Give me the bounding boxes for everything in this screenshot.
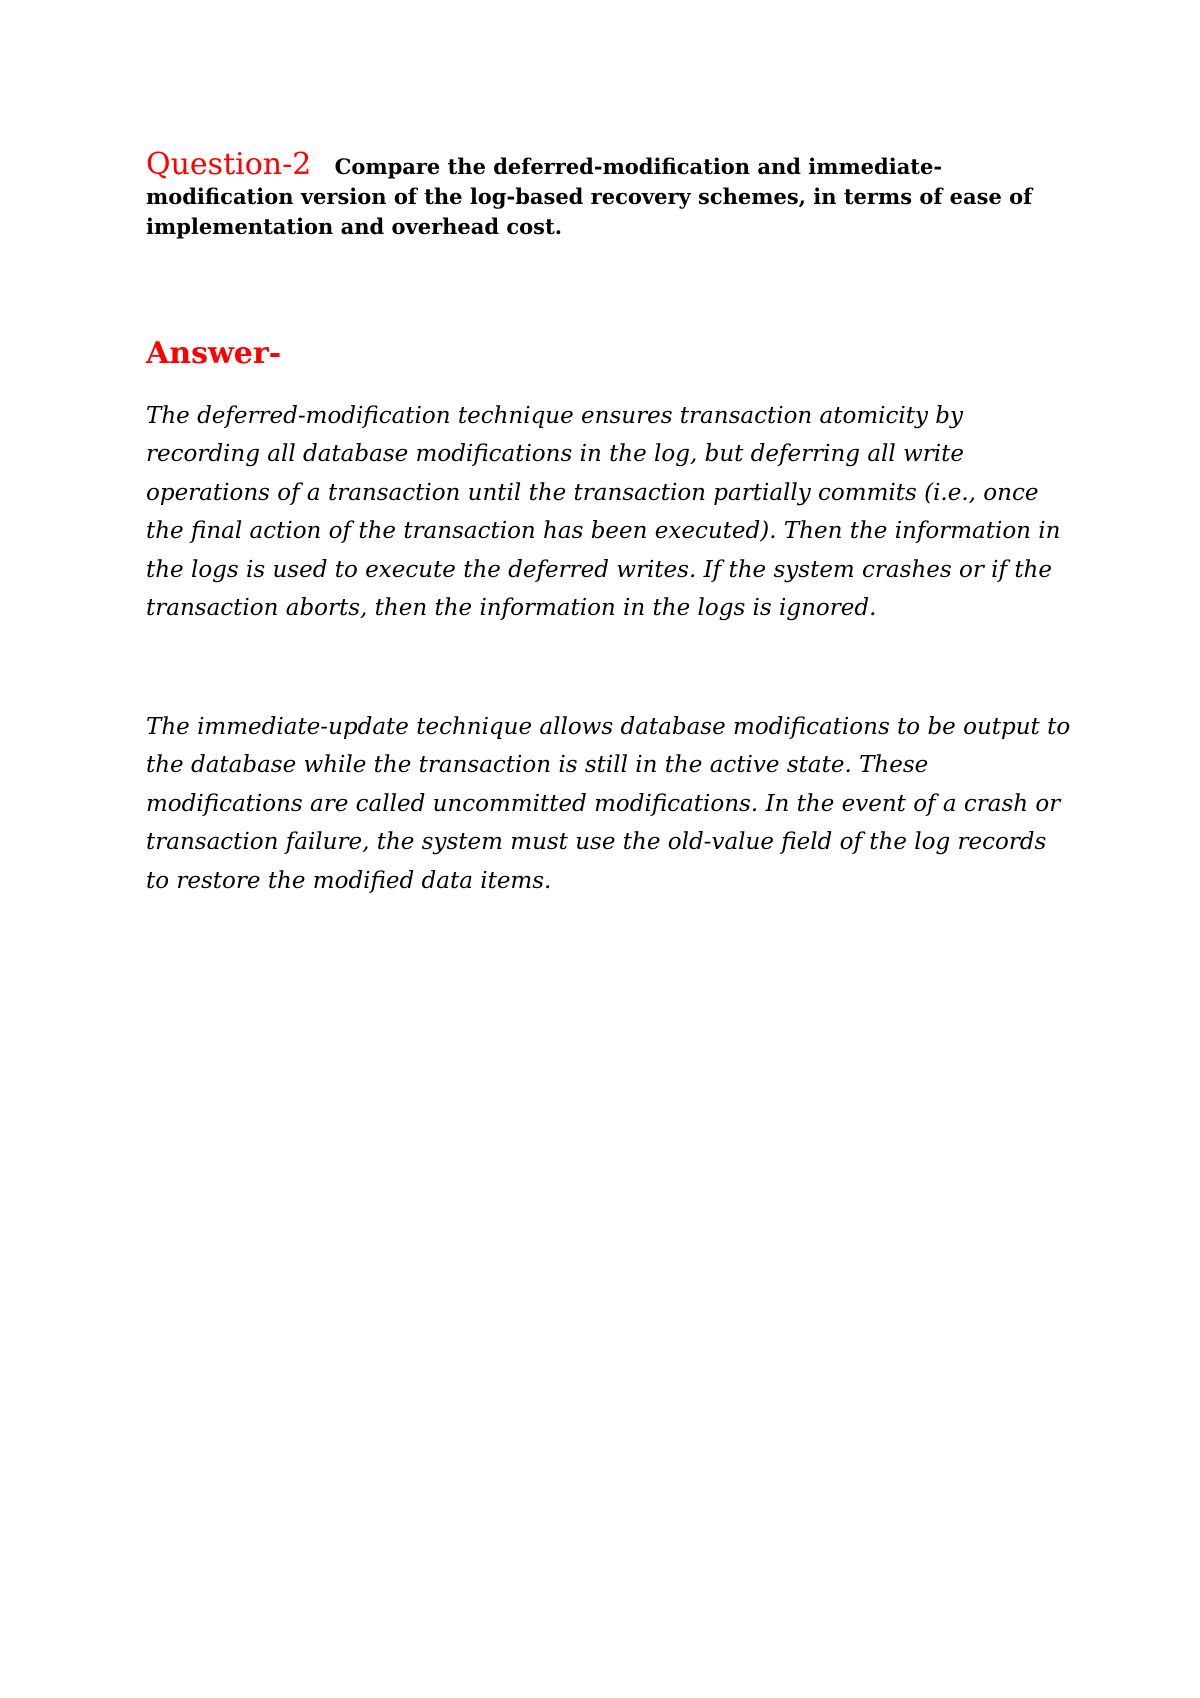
question-block [146, 147, 1076, 242]
answer-paragraph-immediate: The immediate-update technique allows database modifications to be output to the database while the transaction is still in the active state. These modifications are called uncommitted modifications. In the event of a crash or transaction failure, the system must use the old-value field of the log records to restore the modified data items. [146, 714, 1071, 894]
question-label: Question-2 [146, 147, 312, 182]
answer-heading: Answer- [146, 336, 282, 371]
question-text: Compare the deferred-modification and immediate-modification version of the log-based recovery schemes, in terms of ease of implementation and overhead cost. [146, 154, 1033, 239]
answer-paragraph-deferred: The deferred-modification technique ensures transaction atomicity by recording all database modifications in the log, but deferring all write operations of a transaction until the transaction partially commits (i.e., once the final action of the transaction has been executed). Then the information in the logs is used to execute the deferred writes. If the system crashes or if the transaction aborts, then the information in the logs is ignored. [146, 403, 1061, 622]
